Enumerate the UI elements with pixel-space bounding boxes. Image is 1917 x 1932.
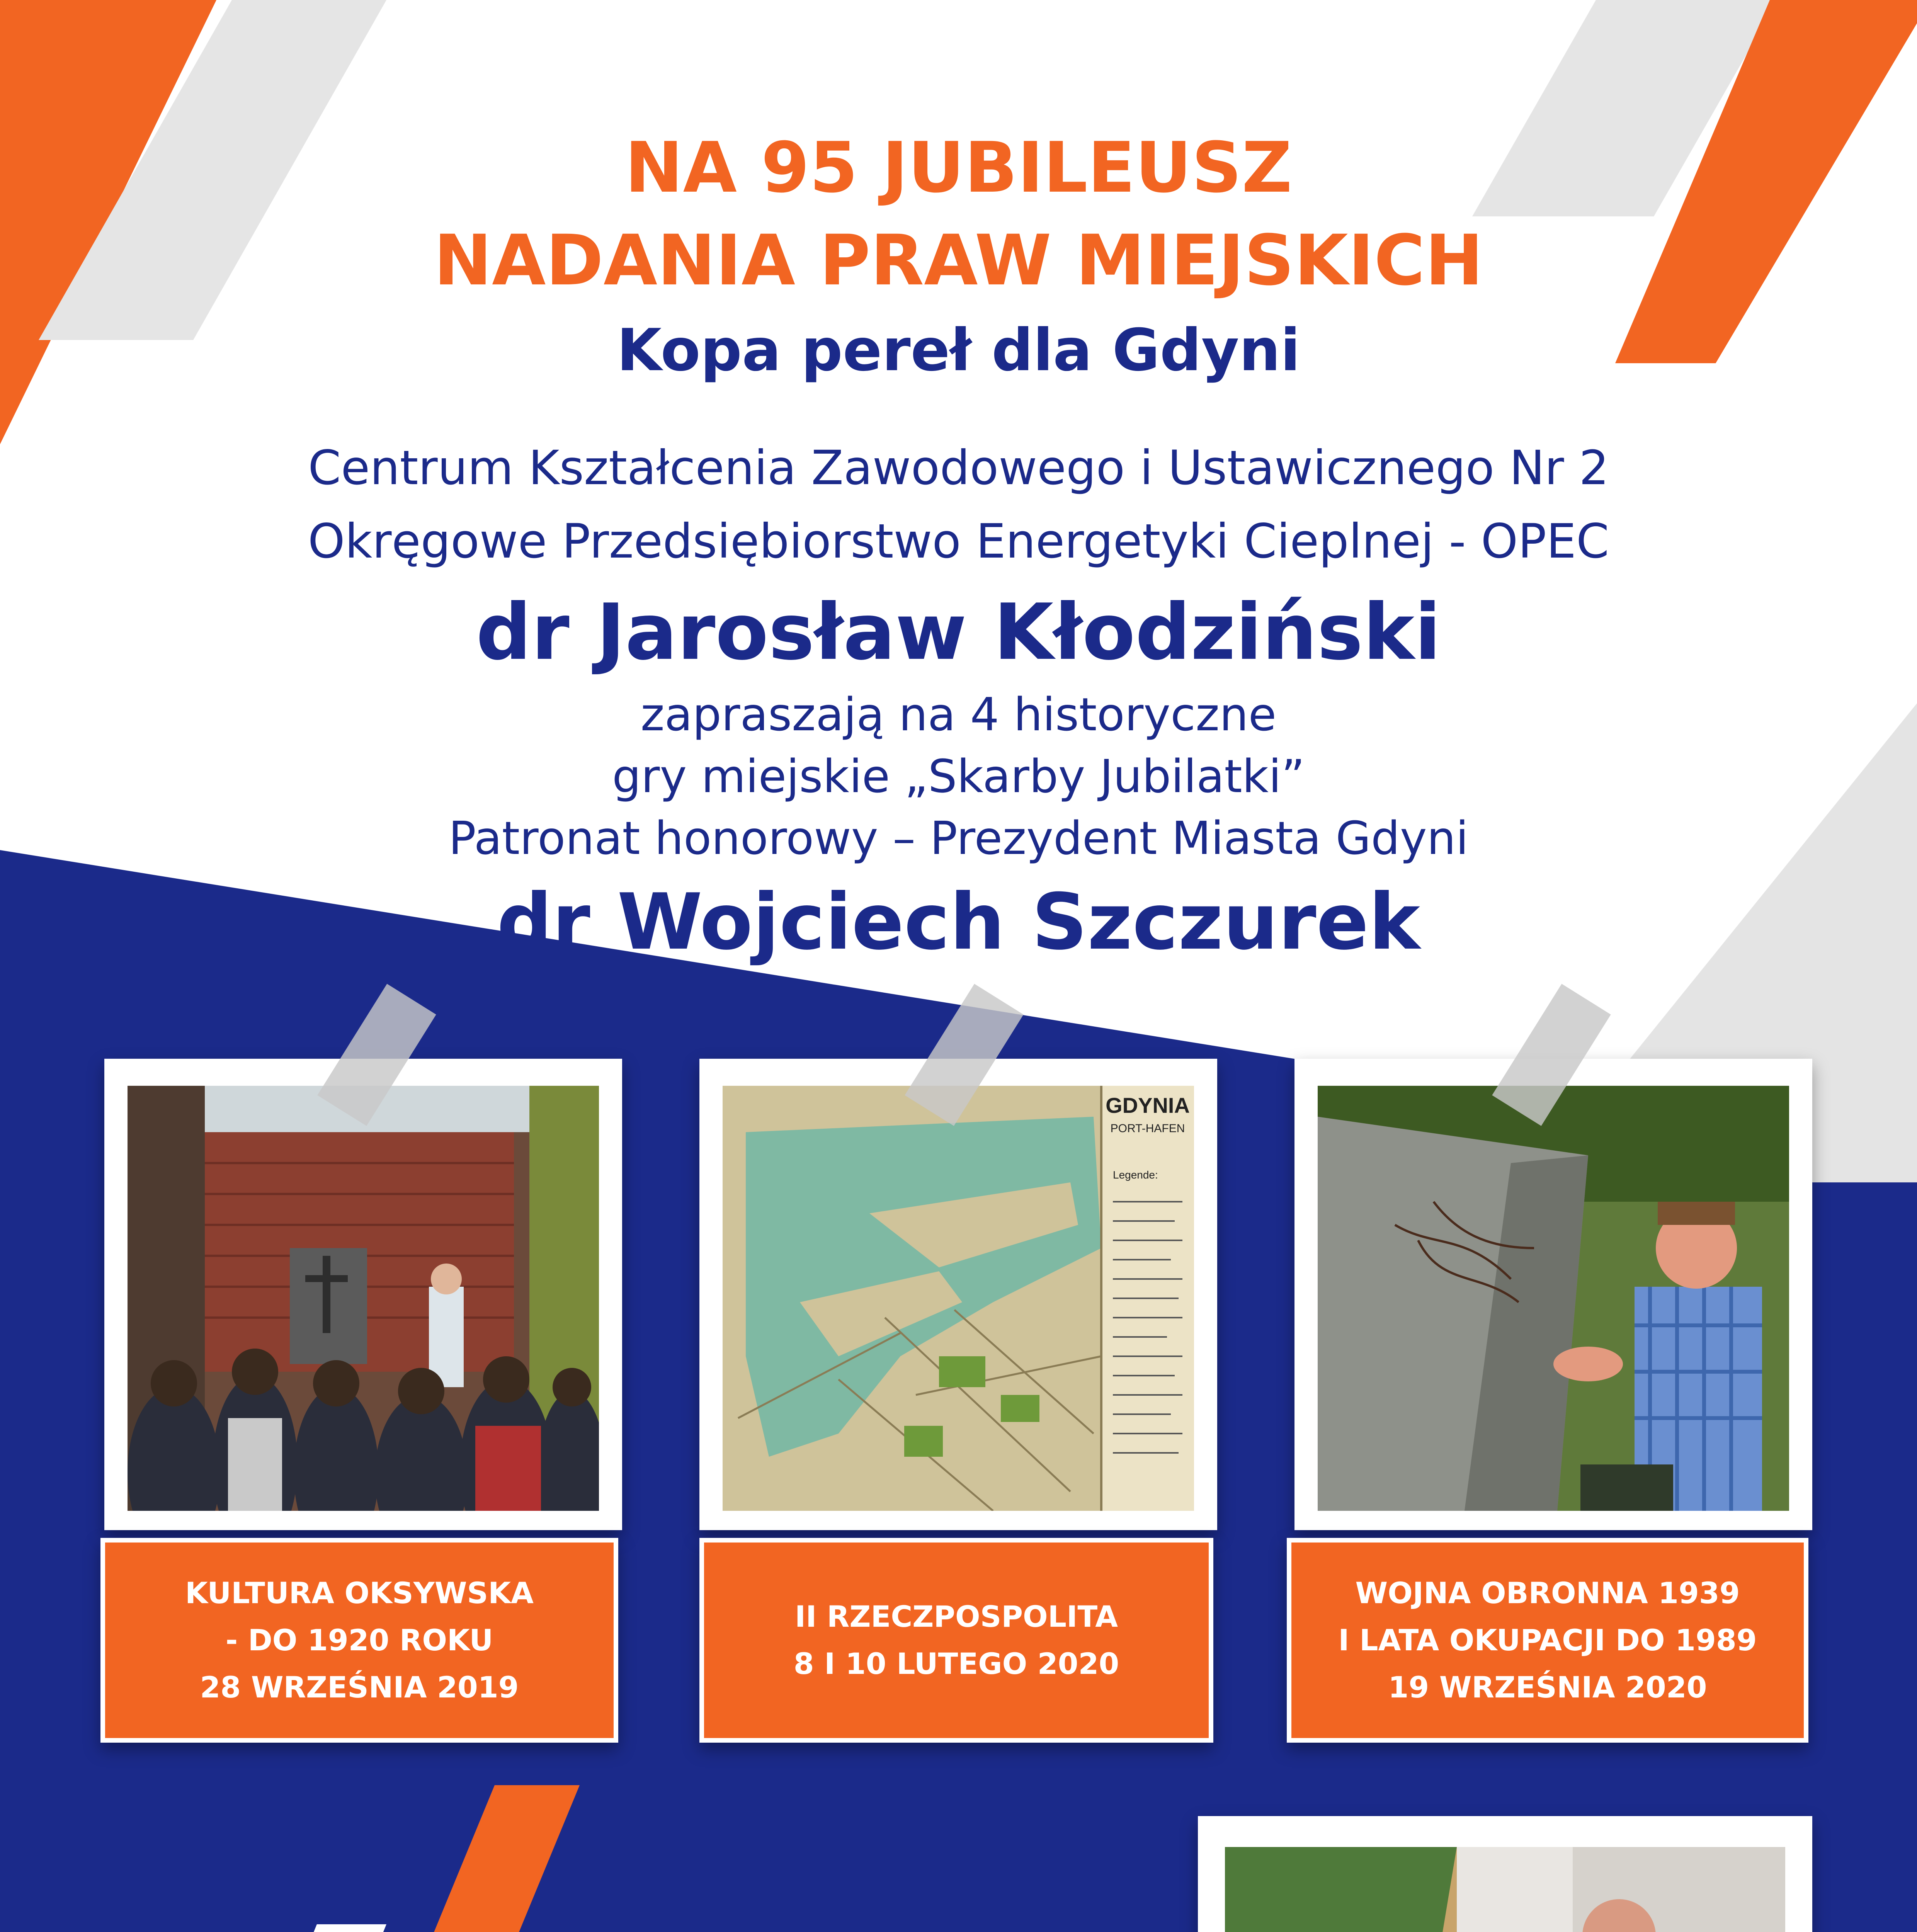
photo-frame-3: [1294, 1059, 1812, 1530]
organizer-name: dr Jarosław Kłodziński: [476, 587, 1441, 677]
title-line-2: NADANIA PRAW MIEJSKICH: [434, 220, 1483, 301]
photo-frame-1: [104, 1059, 622, 1530]
patron-name: dr Wojciech Szczurek: [497, 877, 1420, 967]
game-3-line-2: I LATA OKUPACJI DO 1989: [1338, 1623, 1757, 1657]
organizer-line-2: Okręgowe Przedsiębiorstwo Energetyki Cieplnej - OPEC: [308, 514, 1609, 569]
game-1-line-2: - DO 1920 ROKU: [225, 1623, 493, 1657]
map-title: GDYNIA: [1106, 1093, 1190, 1117]
game-label-1: [100, 1538, 618, 1743]
map-subtitle: PORT-HAFEN: [1110, 1122, 1185, 1135]
organizer-line-1: Centrum Kształcenia Zawodowego i Ustawicznego Nr 2: [308, 440, 1609, 495]
photo-gdynia-port-map: [723, 1086, 1194, 1511]
game-2-line-2: 8 I 10 LUTEGO 2020: [793, 1646, 1119, 1681]
invitation-line-2: gry miejskie „Skarby Jubilatki”: [612, 750, 1305, 803]
photo-group-at-church: [128, 1086, 599, 1511]
game-1-line-3: 28 WRZEŚNIA 2019: [200, 1670, 519, 1704]
map-legend-title: Legende:: [1113, 1169, 1158, 1181]
subtitle: Kopa pereł dla Gdyni: [617, 317, 1300, 384]
photo-frame-4: [1198, 1816, 1812, 1932]
title-line-1: NA 95 JUBILEUSZ: [624, 128, 1293, 208]
game-3-line-1: WOJNA OBRONNA 1939: [1355, 1576, 1740, 1610]
photo-city-officials: [1225, 1847, 1785, 1932]
photo-frame-2: [699, 1059, 1217, 1530]
game-label-3: [1287, 1538, 1808, 1743]
game-3-line-3: 19 WRZEŚNIA 2020: [1388, 1670, 1707, 1704]
invitation-line-1: zapraszają na 4 historyczne: [640, 688, 1277, 741]
game-1-line-1: KULTURA OKSYWSKA: [185, 1576, 534, 1610]
game-2-line-1: II RZECZPOSPOLITA: [794, 1599, 1118, 1634]
invitation-line-3: Patronat honorowy – Prezydent Miasta Gdyni: [448, 811, 1469, 865]
photo-guide-at-bunker: [1318, 1086, 1789, 1511]
game-label-2: [699, 1538, 1213, 1743]
